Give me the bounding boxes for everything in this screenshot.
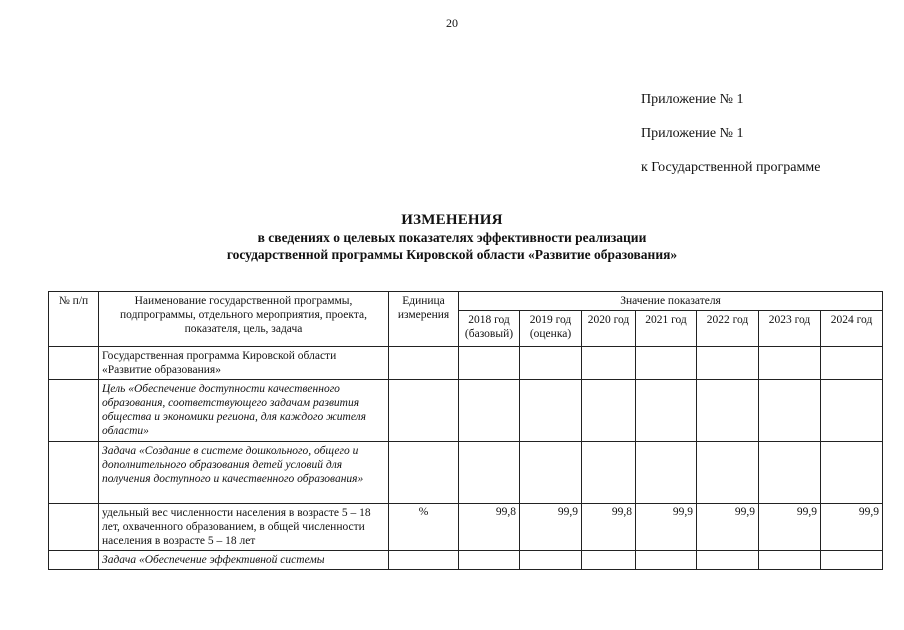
row-value — [636, 551, 697, 570]
indicators-table — [48, 291, 883, 570]
row-value — [459, 551, 520, 570]
row-unit — [389, 380, 459, 442]
row-value — [697, 442, 759, 504]
row-value — [520, 347, 582, 380]
row-value — [697, 380, 759, 442]
row-name: Задача «Обеспечение эффективной системы — [99, 551, 389, 570]
row-value — [459, 442, 520, 504]
document-title — [0, 212, 904, 263]
table-row — [49, 347, 883, 380]
row-num — [49, 380, 99, 442]
row-value — [520, 551, 582, 570]
row-value — [636, 347, 697, 380]
header-row — [49, 292, 883, 311]
row-unit — [389, 442, 459, 504]
row-value — [821, 347, 883, 380]
row-name: удельный вес численности населения в возрасте 5 – 18 лет, охваченного образованием, в общей численности населения в возрасте 5 – 18 лет — [99, 504, 389, 551]
header-year: 2024 год — [821, 311, 883, 347]
row-value — [520, 442, 582, 504]
row-name: Цель «Обеспечение доступности качественного образования, соответствующего задачам развития общества и экономики региона, для каждого жителя области» — [99, 380, 389, 442]
row-value: 99,8 — [459, 504, 520, 551]
table-row — [49, 504, 883, 551]
header-year: 2020 год — [582, 311, 636, 347]
header-value-group: Значение показателя — [459, 292, 883, 311]
header-year: 2022 год — [697, 311, 759, 347]
row-value: 99,9 — [697, 504, 759, 551]
title-line-2: в сведениях о целевых показателях эффективности реализации — [257, 230, 647, 245]
row-value — [821, 551, 883, 570]
appendix-line-3: к Государственной программе — [641, 160, 821, 175]
row-value: 99,9 — [636, 504, 697, 551]
row-value — [636, 442, 697, 504]
header-unit: Единица измерения — [389, 292, 459, 347]
header-year: 2018 год (базовый) — [459, 311, 520, 347]
row-value — [582, 380, 636, 442]
page-number: 20 — [446, 16, 458, 30]
header-year: 2023 год — [759, 311, 821, 347]
row-value — [759, 347, 821, 380]
row-num — [49, 442, 99, 504]
row-name: Государственная программа Кировской области «Развитие образования» — [99, 347, 389, 380]
row-value: 99,9 — [520, 504, 582, 551]
row-value — [759, 380, 821, 442]
row-unit — [389, 551, 459, 570]
title-line-3: государственной программы Кировской области «Развитие образования» — [226, 247, 678, 262]
row-value — [582, 442, 636, 504]
table-row — [49, 442, 883, 504]
row-value — [759, 442, 821, 504]
row-value: 99,9 — [759, 504, 821, 551]
title-line-1: ИЗМЕНЕНИЯ — [401, 212, 503, 228]
row-value — [582, 347, 636, 380]
row-value — [697, 347, 759, 380]
row-value: 99,8 — [582, 504, 636, 551]
row-value — [520, 380, 582, 442]
row-value — [582, 551, 636, 570]
row-value — [459, 347, 520, 380]
header-num: № п/п — [49, 292, 99, 347]
row-unit — [389, 347, 459, 380]
row-num — [49, 504, 99, 551]
appendix-line-2: Приложение № 1 — [641, 126, 744, 141]
row-value — [636, 380, 697, 442]
row-value — [459, 380, 520, 442]
table-row — [49, 551, 883, 570]
row-value — [697, 551, 759, 570]
row-value — [759, 551, 821, 570]
table-row — [49, 380, 883, 442]
row-num — [49, 551, 99, 570]
row-num — [49, 347, 99, 380]
row-value — [821, 380, 883, 442]
appendix-line-1: Приложение № 1 — [641, 92, 744, 107]
header-name: Наименование государственной программы, подпрограммы, отдельного мероприятия, проекта, показателя, цель, задача — [99, 292, 389, 347]
row-unit: % — [389, 504, 459, 551]
row-value: 99,9 — [821, 504, 883, 551]
header-year: 2021 год — [636, 311, 697, 347]
header-year: 2019 год (оценка) — [520, 311, 582, 347]
row-name: Задача «Создание в системе дошкольного, общего и дополнительного образования детей условий для получения доступного и качественного образования» — [99, 442, 389, 504]
row-value — [821, 442, 883, 504]
